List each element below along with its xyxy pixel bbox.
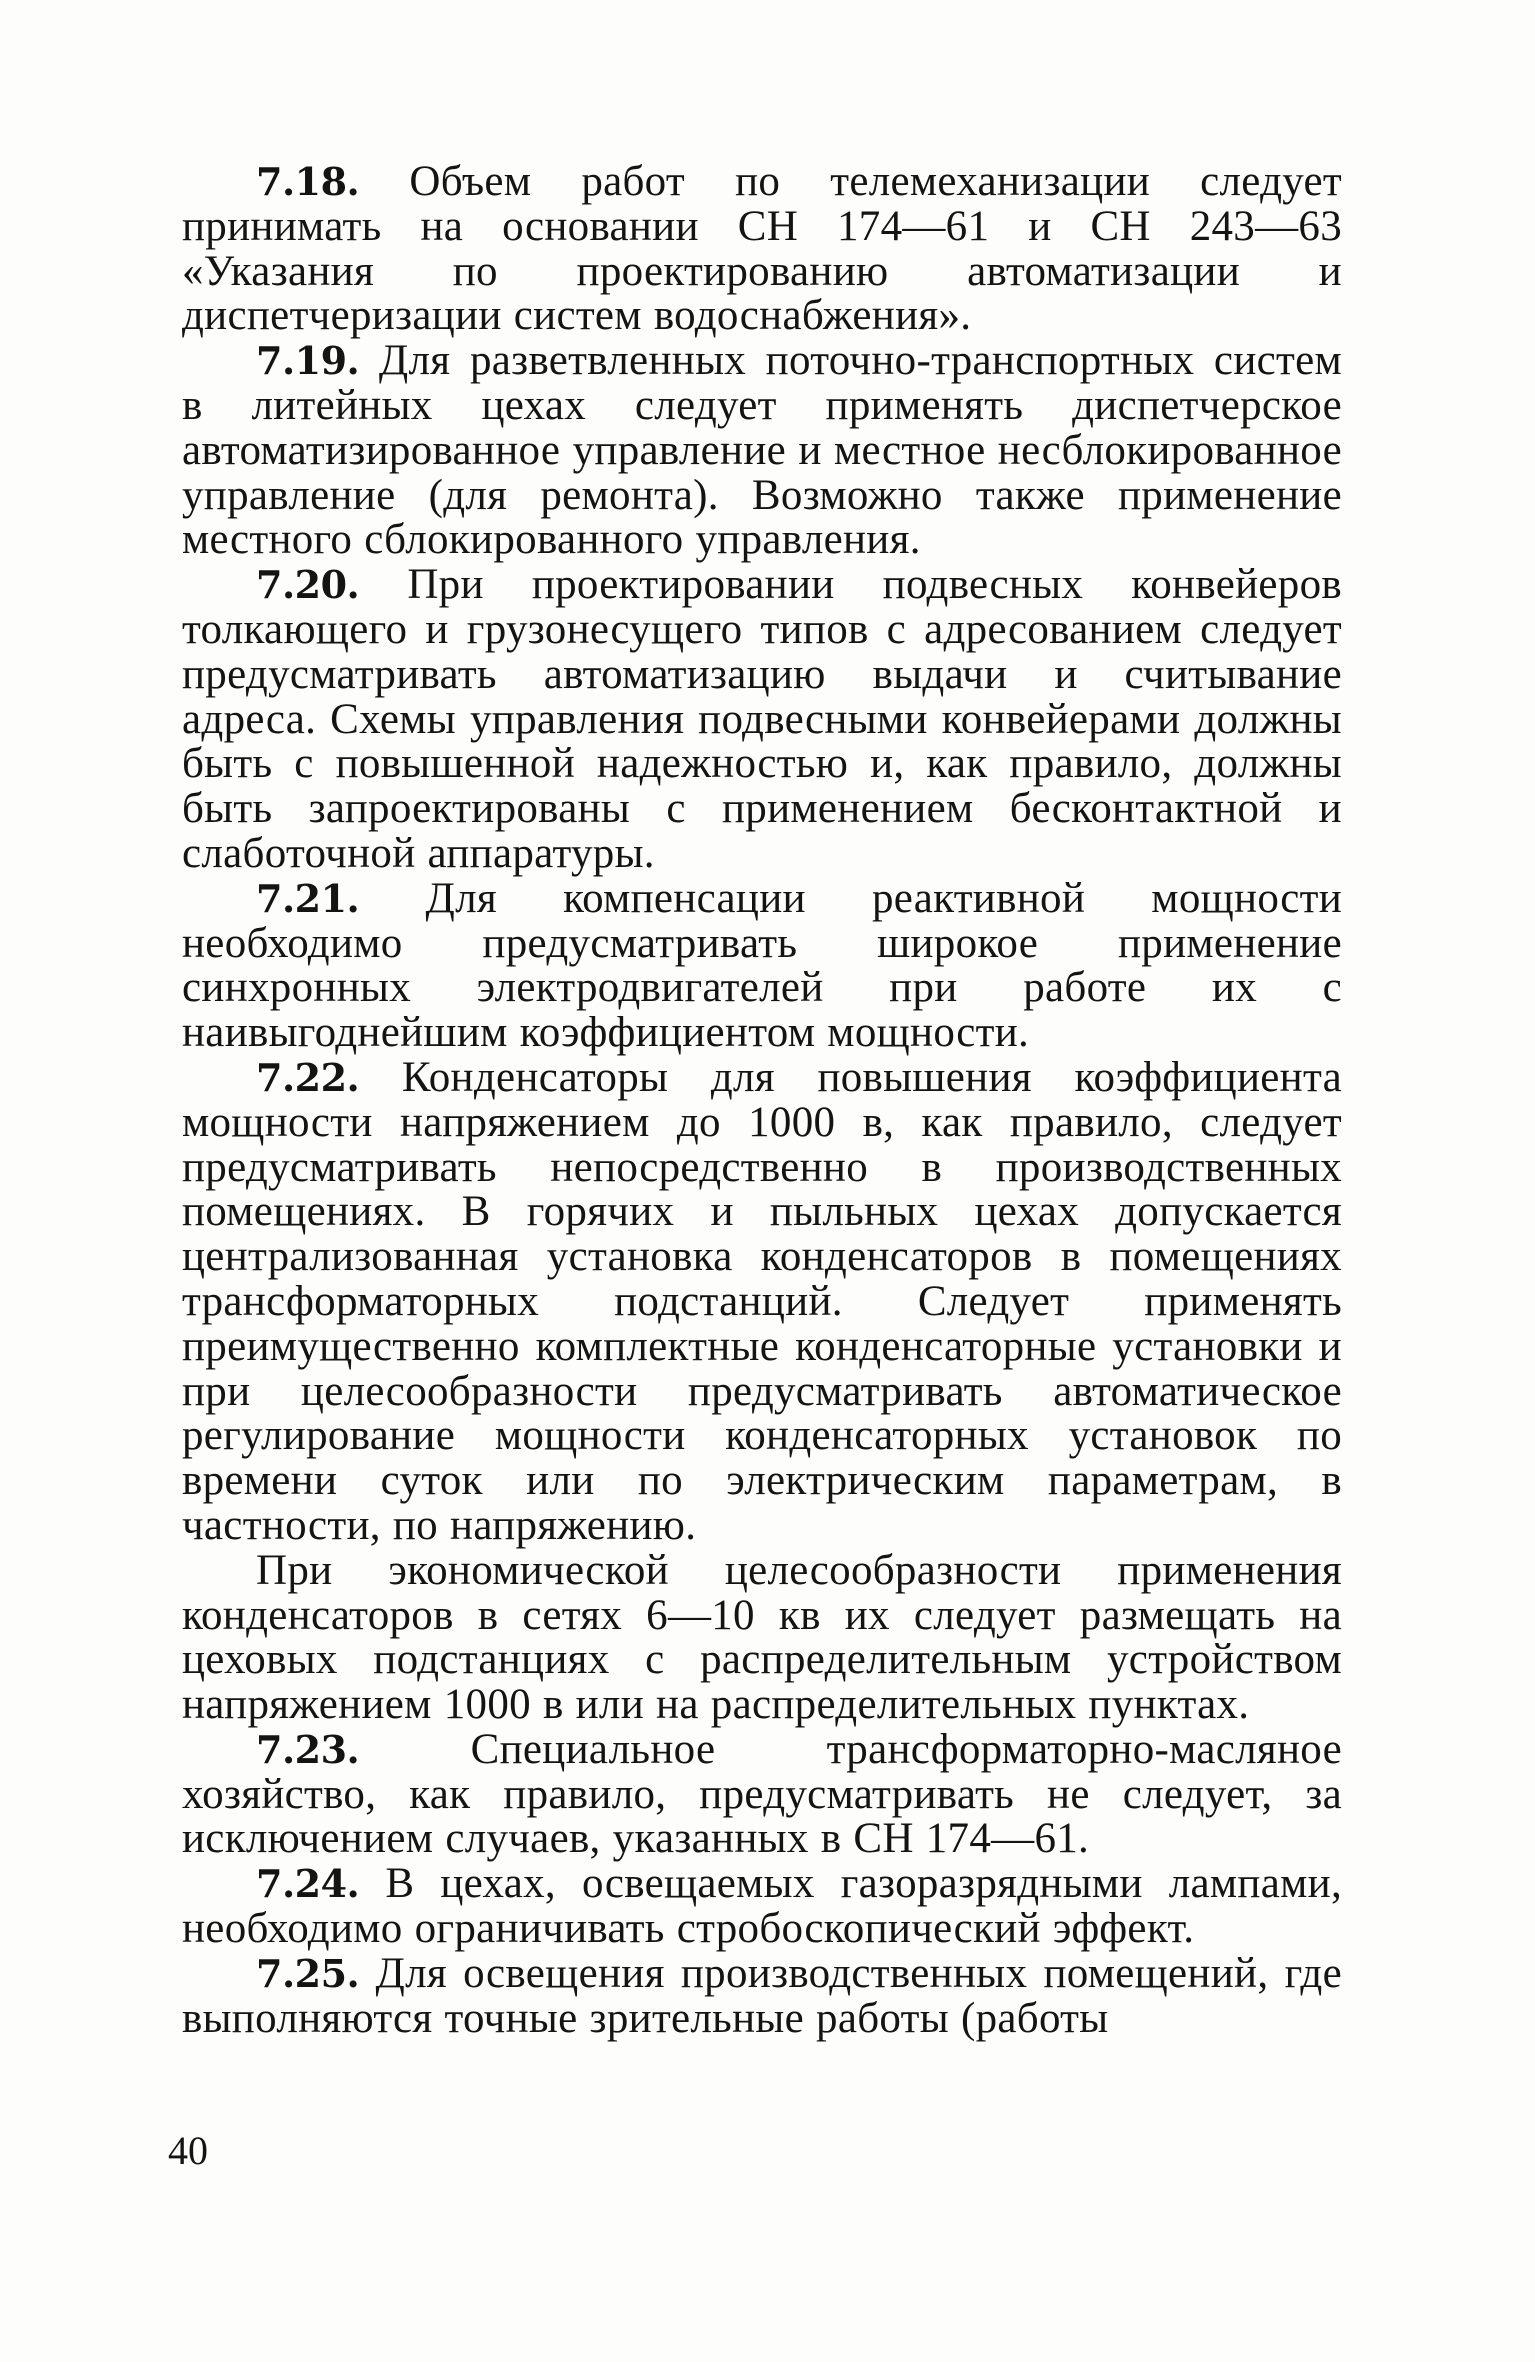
page-number: 40 — [168, 2128, 208, 2173]
body-text — [182, 160, 1342, 2041]
clause-number: 7.18. — [256, 159, 360, 204]
paragraph-text: Для разветвленных поточно-транспортных систем в литейных цехах следует применять диспетчерское автоматизированное управление и местное несблокированное управление (для ремонта). Возможно также применение местного сблокированного управления. — [182, 337, 1342, 564]
paragraph-7-19 — [182, 339, 1342, 563]
clause-number: 7.22. — [256, 1054, 360, 1100]
paragraph-text: Конденсаторы для повышения коэффициента мощности напряжением до 1000 в, как правило, следует предусматривать непосредственно в производственных помещениях. В горячих и пыльных цехах допускается централизованная установка конденсаторов в помещениях трансформаторных подстанций. Следует применять преимущественно комплектные конденсаторные установки и при целесообразности предусматривать автоматическое регулирование мощности конденсаторных установок по времени суток или по электрическим параметрам, в частности, по напряжению. — [182, 1053, 1342, 1549]
paragraph-text: Для компенсации реактивной мощности необходимо предусматривать широкое применение синхронных электродвигателей при работе их с наивыгоднейшим коэффициентом мощности. — [182, 874, 1342, 1057]
paragraph-7-23 — [182, 1725, 1342, 1863]
paragraph-text: При экономической целесообразности применения конденсаторов в сетях 6—10 кв их следует размещать на цеховых подстанциях с распределительным устройством напряжением 1000 в или на распределительных пунктах. — [182, 1546, 1342, 1729]
paragraph-text: Специальное трансформаторно-масляное хозяйство, как правило, предусматривать не следует, за исключением случаев, указанных в СН 174—61. — [182, 1725, 1342, 1863]
paragraph-7-22 — [182, 1053, 1342, 1549]
paragraph-7-18 — [182, 160, 1342, 339]
paragraph-7-22-continued — [182, 1546, 1342, 1729]
clause-number: 7.23. — [256, 1726, 360, 1772]
paragraph-text: В цехах, освещаемых газоразрядными лампами, необходимо ограничивать стробоскопический эффект. — [182, 1860, 1342, 1953]
clause-number: 7.25. — [256, 1950, 360, 1996]
clause-number: 7.20. — [256, 562, 360, 608]
paragraph-text: При проектировании подвесных конвейеров толкающего и грузонесущего типов с адресованием следует предусматривать автоматизацию выдачи и считывание адреса. Схемы управления подвесными конвейерами должны быть с повышенной надежностью и, как правило, должны быть запроектированы с применением бесконтактной и слаботочной аппаратуры. — [182, 561, 1342, 877]
paragraph-7-24 — [182, 1862, 1342, 1952]
clause-number: 7.24. — [256, 1861, 360, 1907]
paragraph-text: Для освещения производственных помещений, где выполняются точные зрительные работы (работы — [182, 1949, 1342, 2042]
paragraph-7-21 — [182, 874, 1342, 1057]
paragraph-text: Объем работ по телемеханизации следует принимать на основании СН 174—61 и СН 243—63 «Указания по проектированию автоматизации и диспетчеризации систем водоснабжения». — [182, 158, 1342, 340]
paragraph-7-25 — [182, 1949, 1342, 2042]
clause-number: 7.19. — [256, 338, 360, 384]
paragraph-7-20 — [182, 563, 1342, 877]
clause-number: 7.21. — [256, 875, 360, 921]
